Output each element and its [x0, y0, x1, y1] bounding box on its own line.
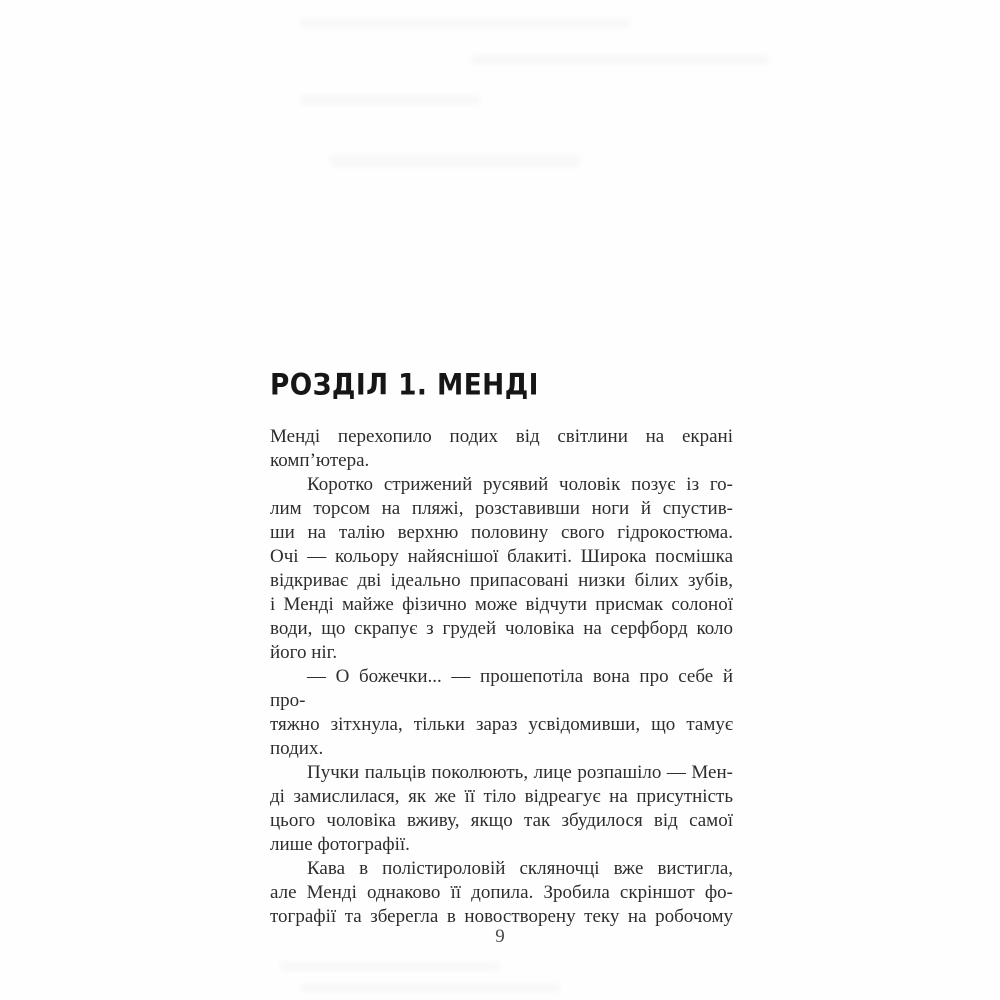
text-line: Коротко стрижений русявий чоловік позує із го- — [307, 474, 733, 495]
text-column — [270, 368, 733, 929]
text-line: комп’ютера. — [270, 450, 370, 471]
bleed-through-mark — [330, 155, 580, 167]
text-line: Очі — кольору найяснішої блакиті. Широка посмішка — [270, 546, 733, 567]
text-line: його ніг. — [270, 642, 338, 663]
text-line: ді замислилася, як же її тіло відреагує на присутність — [270, 786, 733, 807]
bleed-through-mark — [300, 95, 480, 105]
text-line: води, що скрапує з грудей чоловіка на серфборд коло — [270, 618, 733, 639]
text-line: ши на талію верхню половину свого гідрокостюма. — [270, 522, 733, 543]
text-line: лише фотографії. — [270, 834, 410, 855]
text-line: тографії та зберегла в новостворену теку на робочому — [270, 906, 733, 927]
page-number: 9 — [495, 926, 505, 947]
text-line: тяжно зітхнула, тільки зараз усвідомивши, що тамує — [270, 714, 733, 735]
bleed-through-mark — [300, 984, 560, 992]
bleed-through-mark — [280, 962, 500, 971]
text-line: лим торсом на пляжі, розставивши ноги й спустив- — [270, 498, 733, 519]
text-line: цього чоловіка вживу, якщо так збудилося від самої — [270, 810, 733, 831]
text-line: і Менді майже фізично може відчути присмак солоної — [270, 594, 733, 615]
text-line: але Менді однаково її допила. Зробила скріншот фо- — [270, 882, 733, 903]
text-line: відкриває дві ідеально припасовані низки білих зубів, — [270, 570, 733, 591]
text-line: Кава в полістироловій скляночці вже вистигла, — [307, 858, 733, 879]
bleed-through-mark — [300, 18, 630, 28]
text-line: Менді перехопило подих від світлини на екрані — [270, 426, 733, 447]
bleed-through-mark — [470, 55, 770, 64]
chapter-heading: РОЗДІЛ 1. МЕНДІ — [270, 368, 539, 403]
text-line: подих. — [270, 738, 324, 759]
text-line: Пучки пальців поколюють, лице розпашіло — Мен- — [307, 762, 733, 783]
text-line: — О божечки... — прошепотіла вона про себе й про- — [270, 666, 733, 711]
